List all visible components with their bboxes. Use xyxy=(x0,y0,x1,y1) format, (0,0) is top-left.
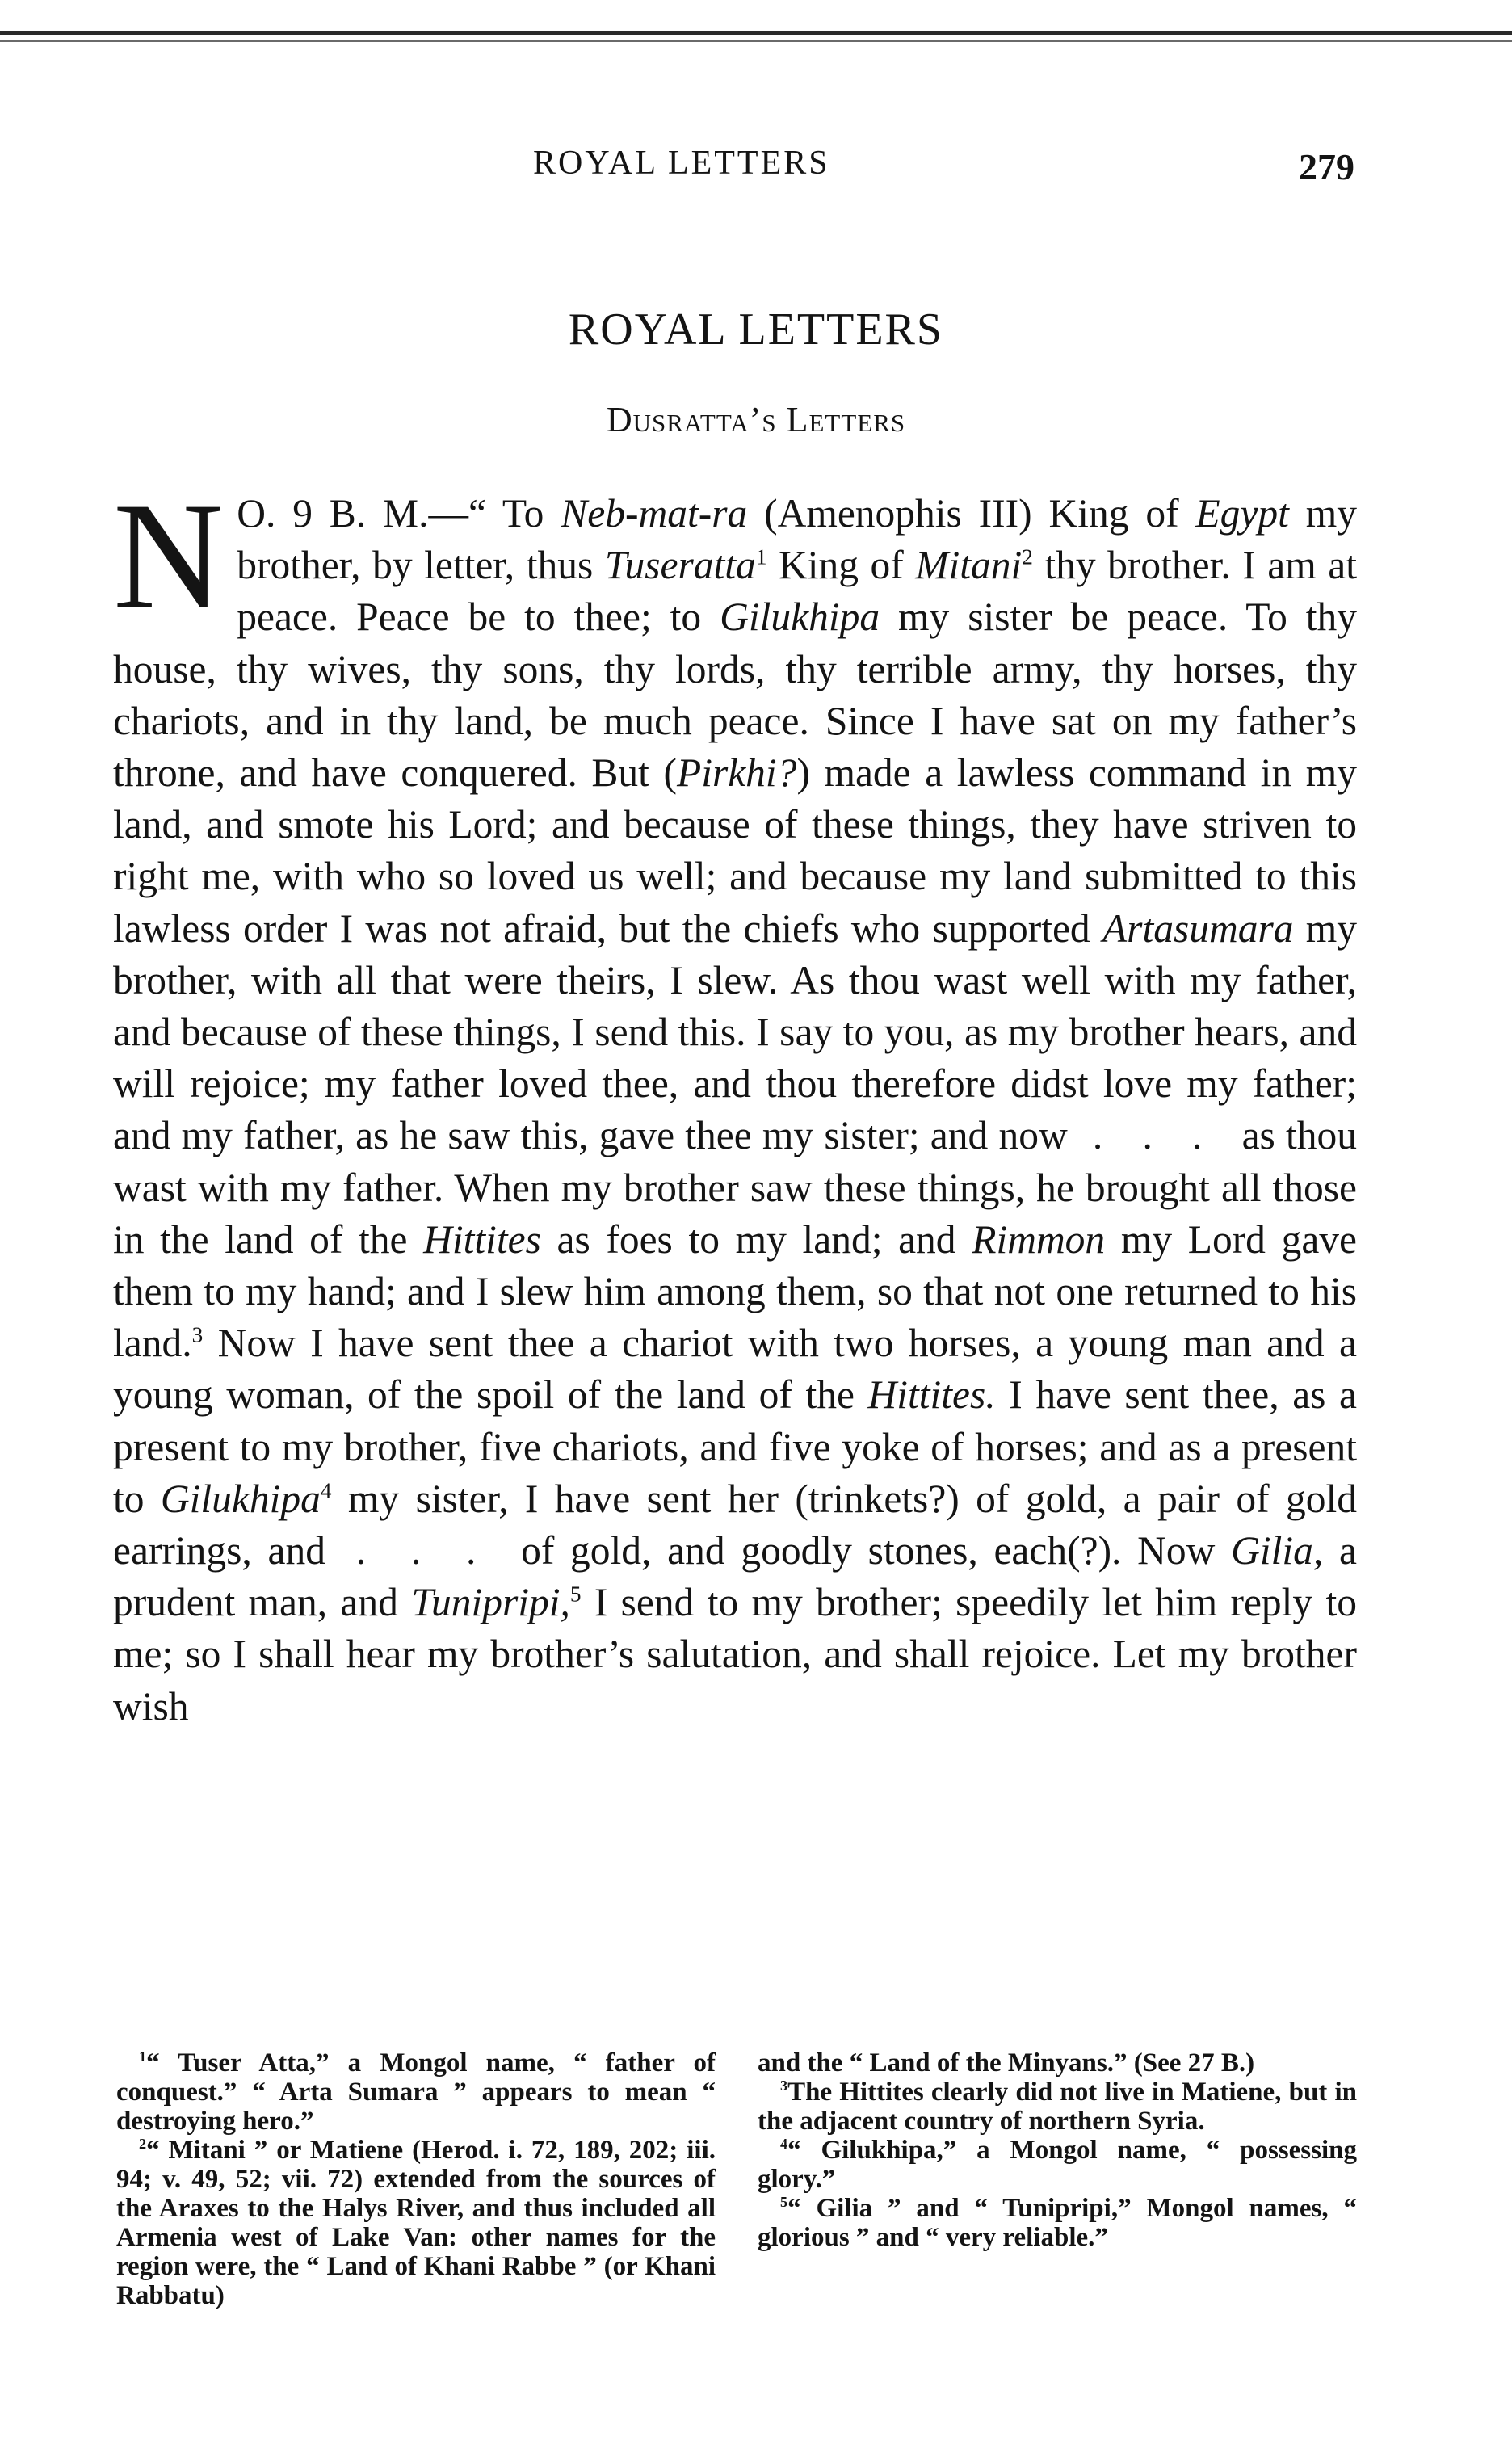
ellipsis: . . . xyxy=(326,1528,522,1573)
footnote-mark: 5 xyxy=(780,2194,788,2210)
body-text: I have sent thee, as a present to my brother, five chariots, and five yoke of horses; and as a present to xyxy=(113,1372,1358,1521)
footnote-mark: 2 xyxy=(139,2136,147,2152)
body-italic: Artasumara xyxy=(1102,905,1294,951)
drop-cap: N xyxy=(113,472,225,641)
body-italic: Pirkhi? xyxy=(676,750,797,796)
footnote-mark: 4 xyxy=(780,2136,788,2152)
footnote-3 xyxy=(758,2078,1357,2136)
body-italic: Tuseratta xyxy=(604,543,756,588)
body-italic: Neb-mat-ra xyxy=(561,491,748,536)
footnote-ref: 3 xyxy=(191,1322,204,1347)
running-head: ROYAL LETTERS xyxy=(533,145,830,182)
page-number: 279 xyxy=(1299,146,1354,187)
top-edge-rule-thin xyxy=(0,40,1512,42)
section-subtitle: Dusratta’s Letters xyxy=(606,400,906,439)
body-italic: Gilukhipa xyxy=(720,594,880,640)
footnotes-right-column xyxy=(758,2048,1357,2310)
footnote-text: “ Gilia ” and “ Tunipripi,” Mongol names, “ glorious ” and “ very reliable.” xyxy=(758,2194,1357,2252)
footnote-mark: 3 xyxy=(780,2078,788,2094)
body-italic: Rimmon xyxy=(972,1216,1106,1262)
body-text: of gold, and goodly stones, each(?). Now xyxy=(521,1528,1232,1573)
body-italic: Hittites xyxy=(423,1216,541,1262)
top-edge-rule xyxy=(0,31,1512,35)
body-italic: Mitani xyxy=(915,543,1023,588)
body-text: as thou wast with my father. When my brother saw these things, he brought all those in the land of the xyxy=(113,1113,1358,1262)
footnote-ref: 5 xyxy=(569,1582,582,1607)
footnote-text: “ Tuser Atta,” a Mongol name, “ father of conquest.” “ Arta Sumara ” appears to mean “ destroying hero.” xyxy=(116,2048,716,2136)
body-text: my Lord gave them to my hand; and I slew him among them, so that not one returned to his land. xyxy=(113,1216,1358,1366)
body-italic: Tunipripi, xyxy=(411,1580,570,1625)
footnotes-left-column xyxy=(116,2048,716,2310)
body-text: I send to my brother; speedily let him reply to me; so I shall hear my brother’s salutation, and shall rejoice. Let my brother wish xyxy=(113,1580,1357,1729)
footnote-mark: 1 xyxy=(139,2048,147,2065)
body-italic: Hittites. xyxy=(867,1372,996,1418)
body-italic: Egypt xyxy=(1195,491,1289,536)
footnotes xyxy=(116,2048,1357,2310)
body-text: my brother, by letter, thus xyxy=(237,491,1357,588)
footnote-2-continued xyxy=(758,2048,1357,2078)
footnote-ref: 2 xyxy=(1022,544,1033,569)
body-text: my sister, I have sent her (trinkets?) of gold, a pair of gold earrings, and xyxy=(113,1476,1357,1573)
body-text: as foes to my land; and xyxy=(540,1216,972,1262)
body-text: thy brother. I am at peace. Peace be to thee; to xyxy=(237,543,1357,640)
body-text: (Amenophis III) King of xyxy=(747,491,1196,536)
page-title: ROYAL LETTERS xyxy=(568,305,944,355)
footnote-text: The Hittites clearly did not live in Matiene, but in the adjacent country of northern Syria. xyxy=(758,2078,1357,2136)
body-text: a prudent man, and xyxy=(113,1528,1357,1625)
footnote-ref: 1 xyxy=(755,544,767,569)
footnote-text: “ Gilukhipa,” a Mongol name, “ possessing glory.” xyxy=(758,2136,1357,2194)
footnote-4 xyxy=(758,2136,1357,2194)
body-text: ) made a lawless command in my land, and smote his Lord; and because of these things, they have striven to right me, with who so loved us well; and because my land submitted to this lawless order I was not afraid, but the chiefs who supported xyxy=(113,750,1357,951)
footnote-text: and the “ Land of the Minyans.” (See 27 B.) xyxy=(758,2048,1255,2078)
footnote-text: “ Mitani ” or Matiene (Herod. i. 72, 189, 202; iii. 94; v. 49, 52; vii. 72) extended from the sources of the Araxes to the Halys River, and thus included all Armenia west of Lake Van: other names for the region were, the “ Land of Khani Rabbe ” (or Khani Rabbatu) xyxy=(116,2136,716,2310)
footnote-5 xyxy=(758,2194,1357,2252)
body-text: my brother, with all that were theirs, I slew. As thou wast well with my father, and because of these things, I send this. I say to you, as my brother hears, and will rejoice; my father loved thee, and thou therefore didst love my father; and my father, as he saw this, gave thee my sister; and now xyxy=(113,905,1357,1158)
footnote-1 xyxy=(116,2048,716,2136)
footnote-ref: 4 xyxy=(320,1478,332,1503)
body-text: O. 9 B. M.—“ To xyxy=(237,491,561,536)
body-italic: Gilia, xyxy=(1231,1528,1324,1573)
ellipsis: . . . xyxy=(1067,1113,1242,1158)
body-text: my sister be peace. To thy house, thy wives, thy sons, thy lords, thy terrible army, thy horses, thy chariots, and in thy land, be much peace. Since I have sat on my father’s throne, and have conquered. But ( xyxy=(113,594,1357,796)
body-italic: Gilukhipa xyxy=(160,1476,321,1521)
body-text: King of xyxy=(766,543,916,588)
body-text: Now I have sent thee a chariot with two horses, a young man and a young woman, of the spoil of the land of the xyxy=(113,1321,1357,1418)
footnote-2 xyxy=(116,2136,716,2310)
letter-body xyxy=(113,472,1358,1733)
